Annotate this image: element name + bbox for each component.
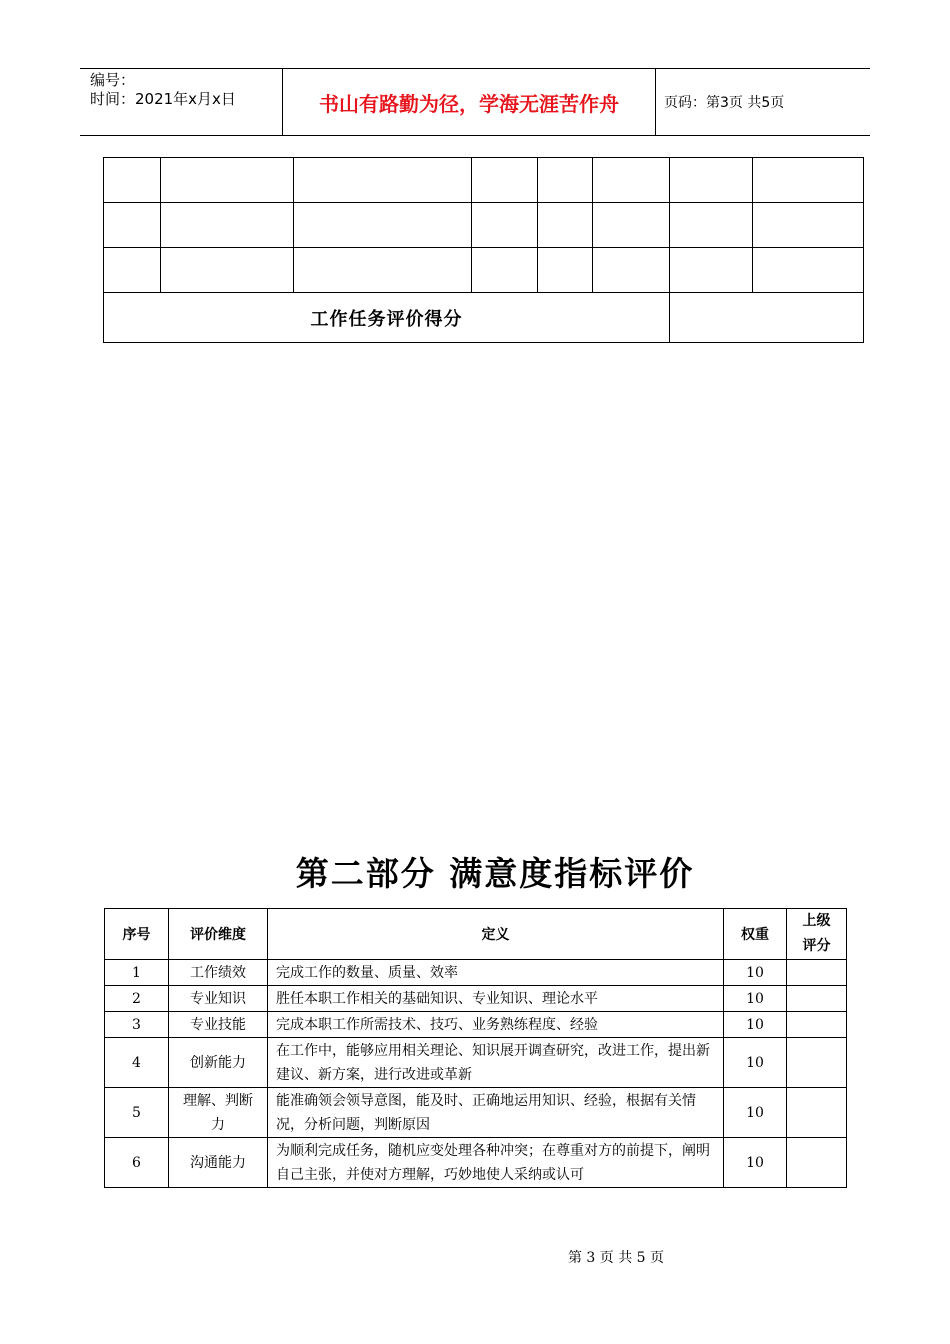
row-no: 2 (105, 986, 169, 1012)
row-weight: 10 (724, 1138, 787, 1188)
row-dimension: 工作绩效 (169, 960, 268, 986)
table-cell (593, 203, 670, 248)
row-weight: 10 (724, 960, 787, 986)
table-row (105, 1012, 847, 1038)
row-no: 6 (105, 1138, 169, 1188)
table-cell (294, 158, 472, 203)
header-meta (90, 71, 236, 109)
row-score[interactable] (787, 1038, 847, 1088)
header-definition: 定义 (268, 909, 724, 960)
table-row (105, 986, 847, 1012)
table-cell (104, 158, 161, 203)
table-cell (104, 248, 161, 293)
row-dimension: 沟通能力 (169, 1138, 268, 1188)
row-no: 3 (105, 1012, 169, 1038)
row-score[interactable] (787, 960, 847, 986)
row-weight: 10 (724, 1012, 787, 1038)
header-motto: 书山有路勤为径，学海无涯苦作舟 (319, 91, 619, 116)
table-cell (472, 158, 538, 203)
row-score[interactable] (787, 1138, 847, 1188)
table-cell (294, 248, 472, 293)
table-cell (472, 203, 538, 248)
header-weight: 权重 (724, 909, 787, 960)
row-definition: 为顺利完成任务，随机应变处理各种冲突；在尊重对方的前提下，阐明自己主张，并使对方理解，巧妙地使人采纳或认可 (268, 1138, 724, 1188)
table-row (105, 1088, 847, 1138)
section-title: 第二部分 满意度指标评价 (295, 854, 695, 893)
table-cell (104, 203, 161, 248)
header-superior-score (787, 909, 847, 960)
table-cell (753, 248, 864, 293)
header-superior-score-line1: 上级 (802, 913, 831, 929)
table-row (105, 1138, 847, 1188)
row-definition: 完成本职工作所需技术、技巧、业务熟练程度、经验 (268, 1012, 724, 1038)
row-dimension: 理解、判断力 (169, 1088, 268, 1138)
task-evaluation-table (103, 157, 864, 343)
row-dimension: 创新能力 (169, 1038, 268, 1088)
page-header (80, 68, 870, 136)
row-weight: 10 (724, 1088, 787, 1138)
table-cell (670, 158, 753, 203)
row-score[interactable] (787, 986, 847, 1012)
page-footer: 第 3 页 共 5 页 (567, 1250, 665, 1266)
table-row (104, 248, 864, 293)
table-cell (593, 158, 670, 203)
task-score-label: 工作任务评价得分 (104, 293, 670, 343)
row-definition: 在工作中，能够应用相关理论、知识展开调查研究，改进工作，提出新建议、新方案，进行改进或革新 (268, 1038, 724, 1088)
score-row (104, 293, 864, 343)
table-cell (670, 203, 753, 248)
time-label: 时间：2021年x月x日 (90, 90, 236, 108)
task-score-value[interactable] (670, 293, 864, 343)
header-no: 序号 (105, 909, 169, 960)
table-cell (294, 203, 472, 248)
row-weight: 10 (724, 986, 787, 1012)
row-dimension: 专业知识 (169, 986, 268, 1012)
table-cell (161, 248, 294, 293)
row-no: 4 (105, 1038, 169, 1088)
row-definition: 能准确领会领导意图，能及时、正确地运用知识、经验，根据有关情况，分析问题，判断原因 (268, 1088, 724, 1138)
table-cell (753, 158, 864, 203)
table-cell (472, 248, 538, 293)
table-header-row (105, 909, 847, 960)
table-cell (670, 248, 753, 293)
header-divider-2 (655, 68, 656, 136)
header-dimension: 评价维度 (169, 909, 268, 960)
serial-label: 编号： (90, 71, 136, 89)
table-cell (538, 158, 593, 203)
header-superior-score-line2: 评分 (802, 938, 831, 954)
row-definition: 胜任本职工作相关的基础知识、专业知识、理论水平 (268, 986, 724, 1012)
table-row (105, 960, 847, 986)
row-dimension: 专业技能 (169, 1012, 268, 1038)
table-row (104, 203, 864, 248)
row-score[interactable] (787, 1012, 847, 1038)
table-cell (753, 203, 864, 248)
row-definition: 完成工作的数量、质量、效率 (268, 960, 724, 986)
row-no: 1 (105, 960, 169, 986)
table-row (104, 158, 864, 203)
table-cell (161, 158, 294, 203)
row-no: 5 (105, 1088, 169, 1138)
row-weight: 10 (724, 1038, 787, 1088)
table-cell (593, 248, 670, 293)
header-page-label: 页码：第3页 共5页 (664, 95, 785, 111)
table-row (105, 1038, 847, 1088)
row-score[interactable] (787, 1088, 847, 1138)
satisfaction-table (104, 908, 847, 1188)
table-cell (538, 203, 593, 248)
table-cell (161, 203, 294, 248)
table-cell (538, 248, 593, 293)
